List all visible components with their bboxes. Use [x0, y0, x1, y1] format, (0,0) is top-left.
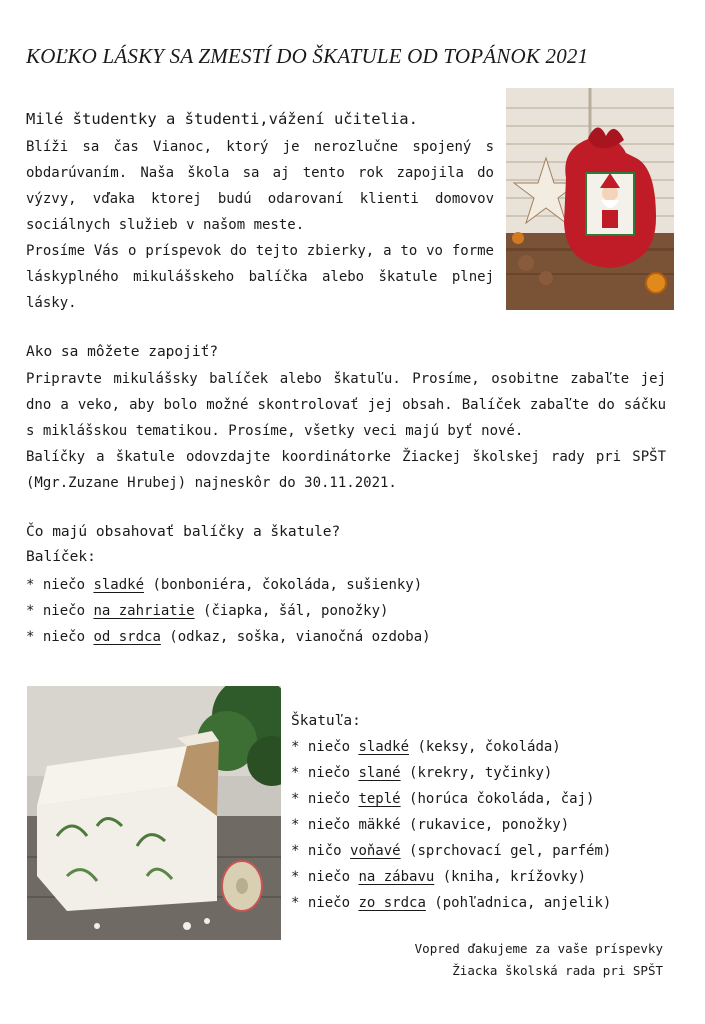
list-item: * niečo teplé (horúca čokoláda, čaj) [291, 791, 595, 807]
list-item: * niečo sladké (bonboniéra, čokoláda, sušienky) [26, 577, 423, 593]
package-list [26, 572, 431, 650]
intro-paragraph-1: Blíži sa čas Vianoc, ktorý je nerozlučne spojený s obdarúvaním. Naša škola sa aj tento rok zapojila do výzvy, vďaka ktorej budú odarovaní klienti domovov sociálnych služieb v našom meste. [26, 139, 494, 233]
intro-paragraph-2: Prosíme Vás o príspevok do tejto zbierky, a to vo forme láskyplného mikulášskeho balíčka alebo škatule plnej lásky. [26, 243, 494, 311]
how-to-join-paragraph-2: Balíčky a škatule odovzdajte koordinátorke Žiackej školskej rady pri SPŠT (Mgr.Zuzane Hrubej) najneskôr do 30.11.2021. [26, 449, 666, 491]
package-label: Balíček: [26, 549, 96, 565]
list-item: * niečo na zahriatie (čiapka, šál, ponožky) [26, 603, 389, 619]
greeting: Milé študentky a študenti,vážení učitelia. [26, 110, 418, 128]
page-title: KOĽKO LÁSKY SA ZMESTÍ DO ŠKATULE OD TOPÁNOK 2021 [26, 44, 589, 68]
box-list [291, 734, 611, 916]
footer [263, 938, 663, 982]
list-item: * ničo voňavé (sprchovací gel, parfém) [291, 843, 612, 859]
gift-box-photo [27, 686, 281, 940]
list-item: * niečo sladké (keksy, čokoláda) [291, 739, 561, 755]
list-item: * niečo na zábavu (kniha, krížovky) [291, 869, 587, 885]
box-label: Škatuľa: [291, 713, 361, 729]
list-item: * niečo zo srdca (pohľadnica, anjelik) [291, 895, 612, 911]
list-item: * niečo slané (krekry, tyčinky) [291, 765, 553, 781]
list-item: * niečo od srdca (odkaz, soška, vianočná ozdoba) [26, 629, 431, 645]
santa-gift-bag-photo [506, 88, 674, 310]
list-item: * niečo mäkké (rukavice, ponožky) [291, 817, 570, 833]
footer-thanks: Vopred ďakujeme za vaše príspevky [414, 941, 663, 956]
footer-signature: Žiacka školská rada pri SPŠT [452, 963, 663, 978]
contents-heading: Čo majú obsahovať balíčky a škatule? [26, 524, 341, 540]
how-to-join-heading: Ako sa môžete zapojiť? [26, 344, 219, 360]
how-to-join-paragraph-1: Pripravte mikulášsky balíček alebo škatuľu. Prosíme, osobitne zabaľte jej dno a veko, aby bolo možné skontrolovať jej obsah. Balíček zabaľte do sáčku s miklášskou tematikou. Prosíme, všetky veci majú byť nové. [26, 371, 666, 439]
